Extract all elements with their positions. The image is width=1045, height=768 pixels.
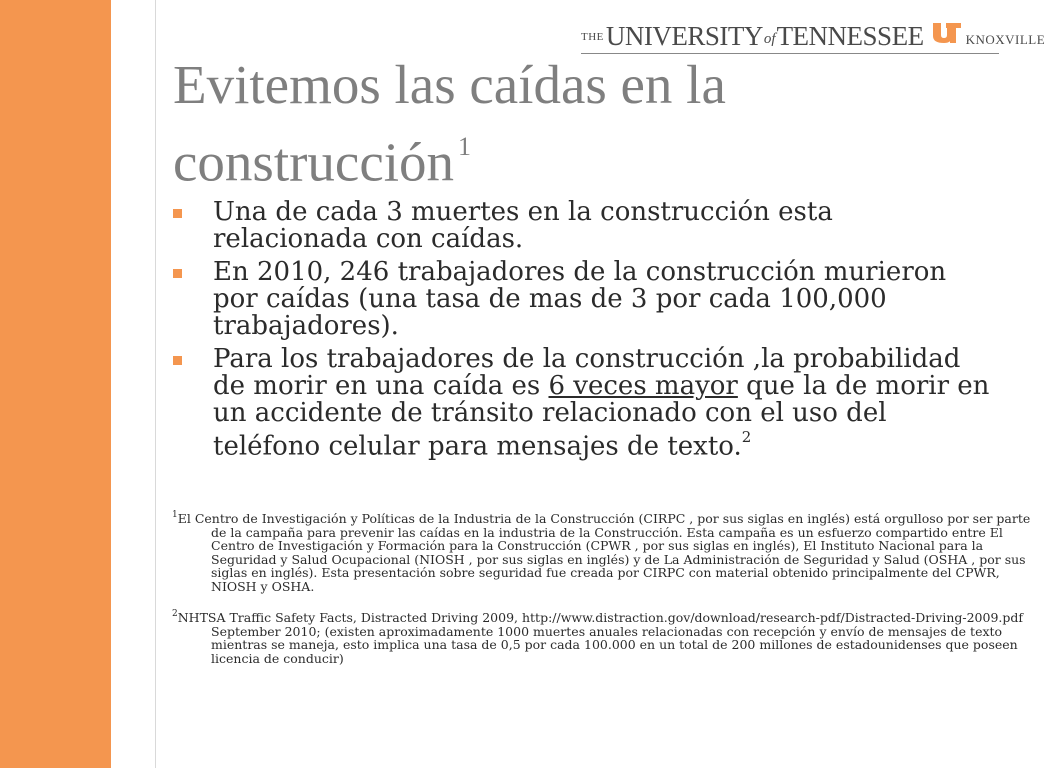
bullet-item <box>172 259 992 340</box>
square-bullet-icon <box>173 269 182 278</box>
footnote-2-mark: 2 <box>172 609 178 619</box>
title-footnote-mark: 1 <box>458 132 472 161</box>
bullet-text: En 2010, 246 trabajadores de la construcción murieron por caídas (una tasa de mas de 3 por cada 100,000 trabajadores). <box>213 257 947 341</box>
logo-of: of <box>763 31 776 47</box>
bullet-item <box>172 346 992 461</box>
footnote-1-mark: 1 <box>172 510 178 520</box>
logo-tennessee: TENNESSEE <box>776 21 924 51</box>
footnote-2-text: NHTSA Traffic Safety Facts, Distracted Driving 2009, http://www.distraction.gov/download/research-pdf/Distracted-Driving-2009.pdf September 2010; (existen aproximadamente 1000 muertes anuales relacionadas con recepción y envío de mensajes de texto mientras se maneja, esto implica una tasa de 0,5 por cada 100.000 en un total de 200 millones de estadounidenses que poseen licencia de conducir) <box>177 610 1024 666</box>
bullet-text: Una de cada 3 muertes en la construcción esta relacionada con caídas. <box>213 197 833 254</box>
logo-the: THE <box>581 31 604 43</box>
slide-title-text: Evitemos las caídas en la construcción <box>173 54 726 193</box>
footnote-2 <box>172 609 1033 665</box>
square-bullet-icon <box>173 209 182 218</box>
footnote-1 <box>172 510 1033 593</box>
square-bullet-icon <box>173 356 182 365</box>
bullet-footnote-mark: 2 <box>741 428 752 446</box>
logo-knoxville: KNOXVILLE <box>965 32 1045 47</box>
bullet-item <box>172 199 992 253</box>
logo-university: UNIVERSITY <box>605 21 763 51</box>
bullet-underlined-text: 6 veces mayor <box>548 371 738 401</box>
bullet-text-after: que la de morir en un accidente de tránsito relacionado con el uso del teléfono celular para mensajes de texto. <box>213 371 990 462</box>
slide-title <box>173 51 993 196</box>
ut-logo-icon <box>932 22 962 49</box>
bullet-text-before: Para los trabajadores de la construcción ,la probabilidad de morir en una caída es <box>213 344 961 401</box>
left-rule-line <box>155 0 156 768</box>
accent-sidebar <box>0 0 111 768</box>
bullet-list <box>172 199 992 467</box>
university-logo <box>581 18 1045 52</box>
footnote-1-text: El Centro de Investigación y Políticas de la Industria de la Construcción (CIRPC , por sus siglas en inglés) está orgulloso por ser parte de la campaña para prevenir las caídas en la industria de la Construcción. Esta campaña es un esfuerzo compartido entre El Centro de Investigación y Formación para la Construcción (CPWR , por sus siglas en inglés), El Instituto Nacional para la Seguridad y Salud Ocupacional (NIOSH , por sus siglas en inglés) y de La Administración de Seguridad y Salud (OSHA , por sus siglas en inglés). Esta presentación sobre seguridad fue creada por CIRPC con material obtenido principalmente del CPWR, NIOSH y OSHA. <box>177 511 1031 594</box>
